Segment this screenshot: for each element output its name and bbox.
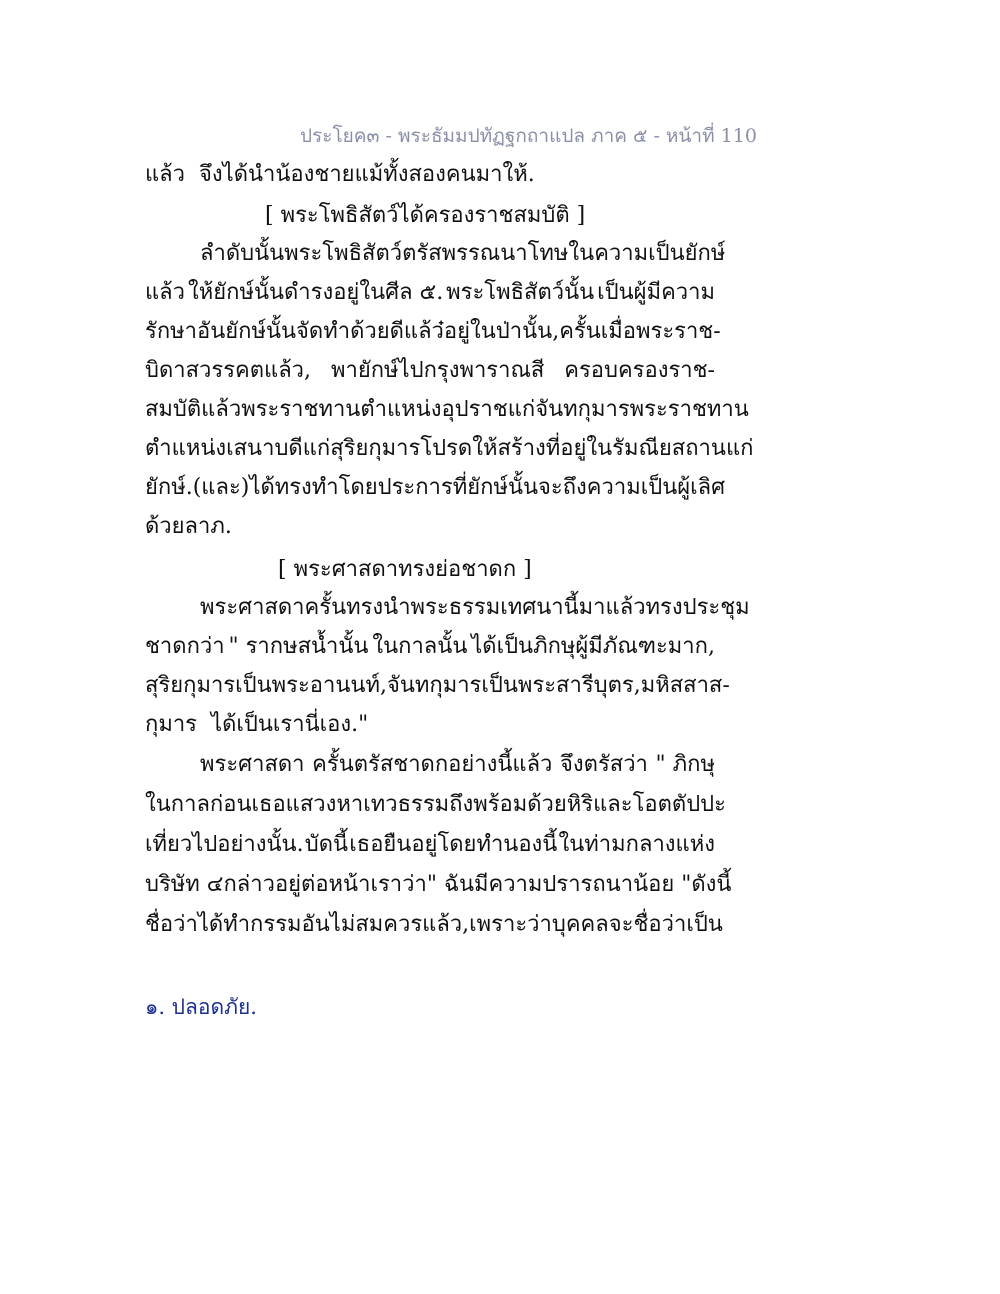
text-segment: ด้วยลาภ. (145, 514, 232, 539)
text-line (200, 747, 715, 783)
section-heading: [ พระโพธิสัตว์ได้ครองราชสมบัติ ] (265, 203, 586, 228)
text-segment: แล้ว (145, 280, 186, 305)
text-line (145, 707, 715, 743)
text-segment: สมบัติแล้ว (145, 397, 242, 422)
text-line (145, 392, 749, 428)
text-segment: บริษัท ๔ (145, 872, 224, 897)
text-segment: ครอบครองราช- (564, 358, 715, 383)
text-segment: แล้ว (145, 162, 186, 187)
text-segment: โปรดให้สร้างที่อยู่ในรัมณียสถานแก่ (420, 436, 754, 461)
text-line (145, 867, 732, 903)
text-segment: ตำแหน่งเสนาบดีแก่สุริยกุมาร (145, 436, 421, 461)
text-segment: ครั้นเมื่อพระราช- (559, 319, 721, 344)
text-segment: ในกาลก่อน (145, 792, 252, 817)
text-segment: ชื่อว่าได้ทำกรรมอันไม่สมควรแล้ว, (145, 912, 470, 937)
text-segment: ทรงประชุม (645, 595, 750, 620)
text-segment: เที่ยวไปอย่างนั้น. (145, 832, 304, 857)
text-segment: ในท่ามกลางแห่ง (558, 832, 715, 857)
text-segment: ให้ยักษ์นั้นดำรงอยู่ในศีล ๕. (187, 280, 444, 305)
text-segment: ชาดกว่า (145, 634, 225, 659)
text-line (200, 236, 726, 272)
text-line (145, 629, 715, 665)
text-segment: (และ) (192, 475, 250, 500)
text-segment: " ฉันมีความปรารถนาน้อย " (426, 872, 692, 897)
text-segment: เธอยืนอยู่โดยทำนองนี้ (349, 832, 558, 857)
text-segment: จันทกุมาร (386, 673, 482, 698)
text-line (145, 431, 754, 467)
text-line (200, 590, 750, 626)
text-segment: ถึงพร้อมด้วยหิริและโอตตัปปะ (449, 792, 726, 817)
text-segment: เพราะว่า (469, 912, 552, 937)
text-line (145, 907, 723, 943)
text-segment: บัดนี้ (304, 832, 349, 857)
text-line (145, 668, 730, 704)
text-segment: จึงตรัสว่า (560, 752, 648, 777)
text-segment: ได้เป็นภิกษุผู้มีภัณฑะมาก, (471, 634, 715, 659)
text-segment: กล่าวอยู่ต่อหน้าเราว่า (223, 872, 427, 897)
text-segment: เป็นพระสารีบุตร, (481, 673, 641, 698)
text-segment: เธอแสวงหาเทวธรรม (251, 792, 450, 817)
text-segment: ได้ทรงทำโดยประการที่ยักษ์นั้นจะถึงความเป็นผู้เลิศ (249, 475, 726, 500)
text-segment: ลำดับนั้น (200, 241, 285, 266)
text-line (145, 353, 715, 389)
text-segment: พระโพธิสัตว์นั้น (446, 280, 595, 305)
text-segment: " รากษสน้ำนั้น (228, 634, 369, 659)
text-segment: ยักษ์. (145, 475, 193, 500)
text-segment: สุริยกุมาร (145, 673, 236, 698)
text-segment: เป็นพระอานนท์, (235, 673, 387, 698)
text-segment: พระราชทาน (629, 397, 749, 422)
text-segment: บิดาสวรรคตแล้ว, (145, 358, 312, 383)
text-segment: จึงได้นำน้องชายแม้ทั้งสองคนมาให้. (199, 162, 535, 187)
text-line (145, 314, 721, 350)
text-line (145, 157, 715, 193)
text-line (145, 275, 715, 311)
text-segment: ได้เป็นเรานี่เอง." (211, 712, 369, 737)
text-segment: ครั้นทรงนำพระธรรมเทศนานี้มาแล้ว (304, 595, 646, 620)
text-segment: พระโพธิสัตว์ตรัสพรรณนาโทษในความเป็นยักษ์ (284, 241, 726, 266)
text-segment: บุคคลจะชื่อว่าเป็น (551, 912, 723, 937)
page-header: ประโยค๓ - พระธัมมปทัฏฐกถาแปล ภาค ๕ - หน้าที่ 110 (300, 125, 757, 147)
text-segment: พายักษ์ไปกรุงพาราณสี (330, 358, 545, 383)
text-segment: ครั้นตรัสชาดกอย่างนี้แล้ว (312, 752, 553, 777)
text-segment: รักษาอันยักษ์นั้นจัดทำด้วยดีแล้ว๋ (145, 319, 444, 344)
text-segment: เป็นผู้มีความ (597, 280, 715, 305)
text-segment: อยู่ในป่านั้น, (443, 319, 560, 344)
text-line (145, 787, 726, 823)
text-line (145, 470, 726, 506)
text-segment: " ภิกษุ (655, 752, 715, 777)
footnote: ๑. ปลอดภัย. (145, 995, 257, 1019)
text-segment: พระศาสดา (200, 752, 305, 777)
text-line (145, 827, 715, 863)
section-heading: [ พระศาสดาทรงย่อชาดก ] (278, 557, 532, 582)
text-segment: มหิสสาส- (640, 673, 730, 698)
text-segment: พระศาสดา (200, 595, 305, 620)
text-line (145, 509, 715, 545)
text-segment: กุมาร (145, 712, 197, 737)
text-segment: ในกาลนั้น (372, 634, 468, 659)
text-segment: ดังนี้ (691, 872, 732, 897)
text-segment: พระราชทานตำแหน่งอุปราชแก่จันทกุมาร (241, 397, 630, 422)
